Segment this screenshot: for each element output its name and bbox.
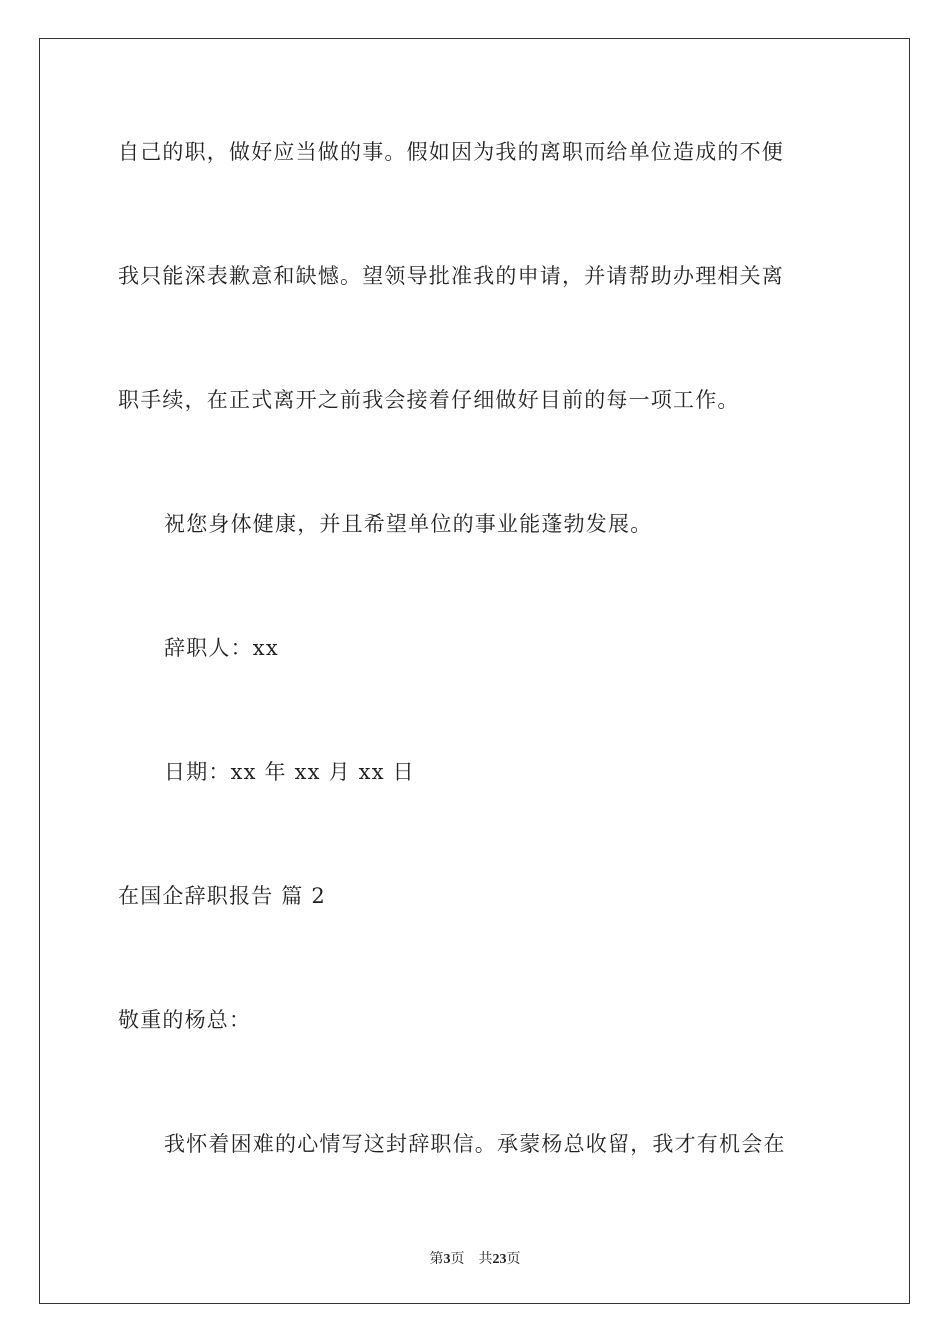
page-suffix: 页 [450,1252,465,1267]
salutation: 敬重的杨总： [118,1008,252,1032]
body-line-3: 职手续，在正式离开之前我会接着仔细做好目前的每一项工作。 [118,388,740,412]
date-line: 日期：xx 年 xx 月 xx 日 [164,760,415,784]
page-prefix: 第 [429,1252,444,1267]
body-line-2: 我只能深表歉意和缺憾。望领导批准我的申请，并请帮助办理相关离 [118,264,784,288]
body-line-1: 自己的职，做好应当做的事。假如因为我的离职而给单位造成的不便 [118,140,784,164]
page-footer [0,1248,950,1268]
page-border [39,38,910,1304]
total-prefix: 共 [478,1252,493,1267]
total-suffix: 页 [506,1252,521,1267]
closing-wish: 祝您身体健康，并且希望单位的事业能蓬勃发展。 [164,512,653,536]
page-current: 3 [443,1252,451,1267]
body-line-4: 我怀着困难的心情写这封辞职信。承蒙杨总收留，我才有机会在 [164,1132,786,1156]
signature-line: 辞职人：xx [164,636,279,660]
section-heading: 在国企辞职报告 篇 2 [118,884,326,908]
page-total: 23 [492,1252,507,1267]
